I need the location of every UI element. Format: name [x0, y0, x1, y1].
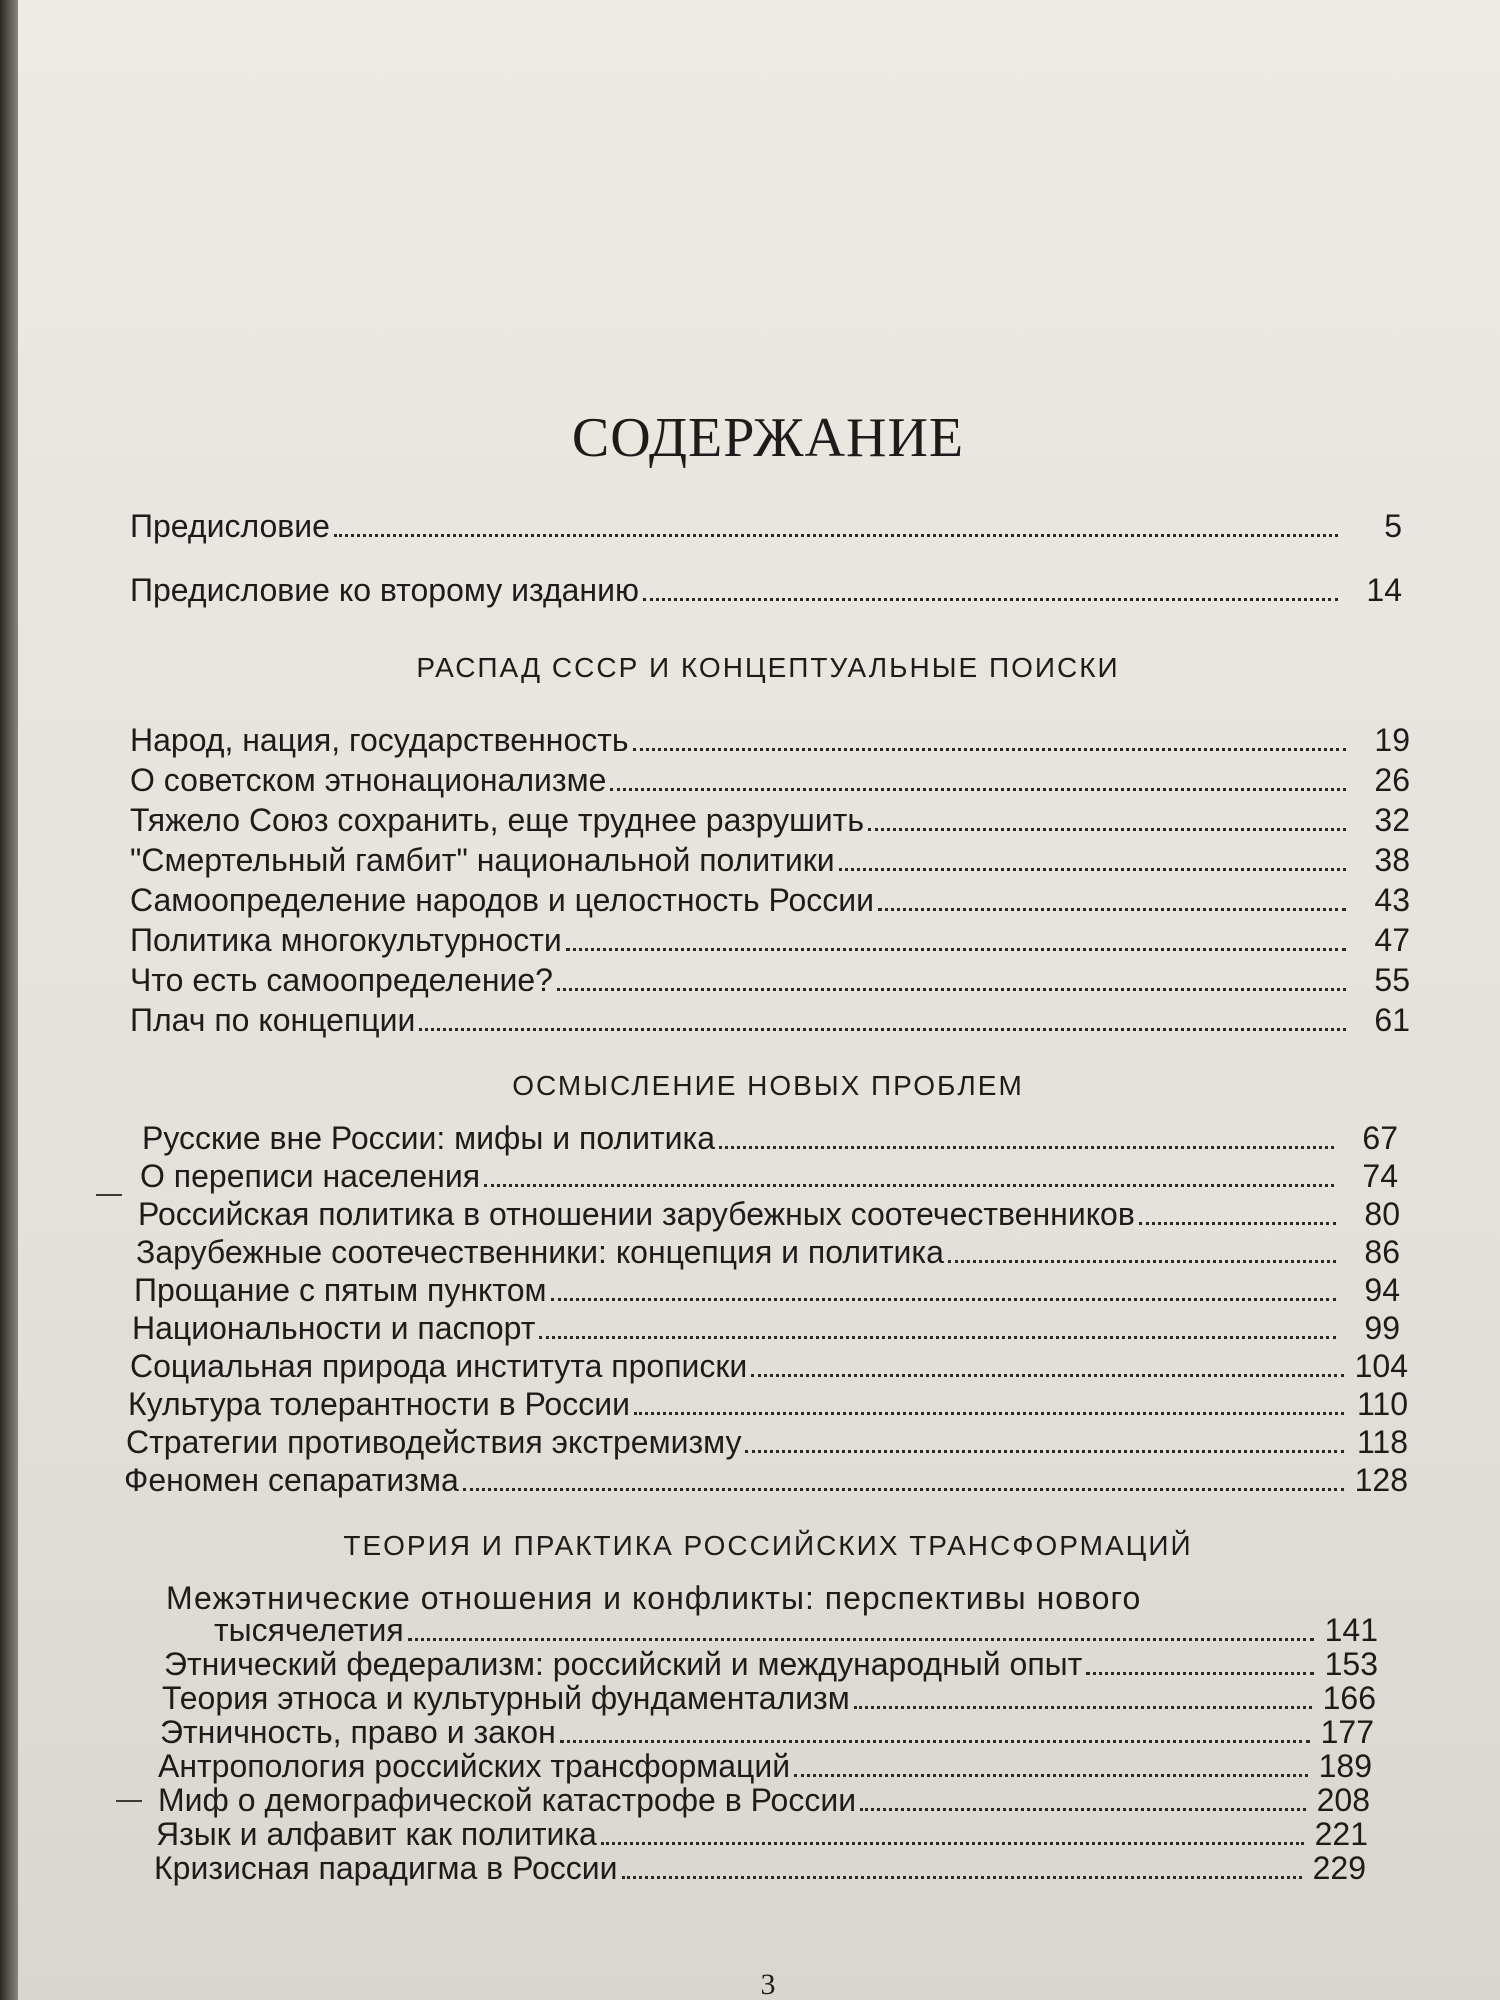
pencil-mark [96, 1194, 122, 1196]
page-number: 3 [760, 1968, 776, 2000]
toc-entry-line: Межэтнические отношения и конфликты: перспективы нового [166, 1580, 1142, 1616]
toc-entry: Что есть самоопределение? 55 [130, 962, 1410, 998]
toc-entry: О советском этнонационализме 26 [130, 762, 1410, 798]
toc-entry: Язык и алфавит как политика 221 [156, 1816, 1368, 1852]
toc-entry: Кризисная парадигма в России 229 [154, 1850, 1366, 1886]
toc-entry: Зарубежные соотечественники: концепция и политика 86 [136, 1234, 1400, 1270]
book-gutter-edge [0, 0, 18, 2000]
toc-entry: Национальности и паспорт 99 [132, 1310, 1400, 1346]
section-heading: ОСМЫСЛЕНИЕ НОВЫХ ПРОБЛЕМ [512, 1070, 1024, 1101]
toc-entry: Этнический федерализм: российский и международный опыт 153 [164, 1646, 1378, 1682]
toc-entry: "Смертельный гамбит" национальной политики 38 [130, 842, 1410, 878]
toc-entry: тысячелетия 141 [214, 1612, 1378, 1648]
section-heading: ТЕОРИЯ И ПРАКТИКА РОССИЙСКИХ ТРАНСФОРМАЦИЙ [343, 1530, 1193, 1561]
book-page [18, 0, 1500, 2000]
toc-entry: Российская политика в отношении зарубежных соотечественников 80 [138, 1196, 1400, 1232]
toc-entry: Плач по концепции 61 [130, 1002, 1410, 1038]
page-title: СОДЕРЖАНИЕ [571, 406, 965, 469]
toc-entry: Этничность, право и закон 177 [160, 1714, 1374, 1750]
toc-entry: Стратегии противодействия экстремизму 118 [126, 1424, 1408, 1460]
toc-entry: Тяжело Союз сохранить, еще труднее разрушить 32 [130, 802, 1410, 838]
toc-entry: Русские вне России: мифы и политика 67 [142, 1120, 1398, 1156]
toc-entry: Самоопределение народов и целостность России 43 [130, 882, 1410, 918]
toc-entry: Феномен сепаратизма 128 [124, 1462, 1408, 1498]
toc-entry: Теория этноса и культурный фундаментализм 166 [162, 1680, 1376, 1716]
section-heading: РАСПАД СССР И КОНЦЕПТУАЛЬНЫЕ ПОИСКИ [416, 652, 1120, 683]
toc-entry: Социальная природа института прописки 104 [130, 1348, 1408, 1384]
toc-entry: Миф о демографической катастрофе в России 208 [158, 1782, 1370, 1818]
toc-entry: О переписи населения 74 [140, 1158, 1398, 1194]
toc-entry: Прощание с пятым пунктом 94 [134, 1272, 1400, 1308]
toc-entry: Предисловие 5 [130, 508, 1402, 544]
toc-entry: Предисловие ко второму изданию 14 [130, 572, 1402, 608]
toc-entry: Культура толерантности в России 110 [128, 1386, 1408, 1422]
pencil-mark [116, 1800, 142, 1802]
toc-entry: Антропология российских трансформаций 189 [158, 1748, 1372, 1784]
toc-entry: Политика многокультурности 47 [130, 922, 1410, 958]
toc-entry: Народ, нация, государственность 19 [130, 722, 1410, 758]
